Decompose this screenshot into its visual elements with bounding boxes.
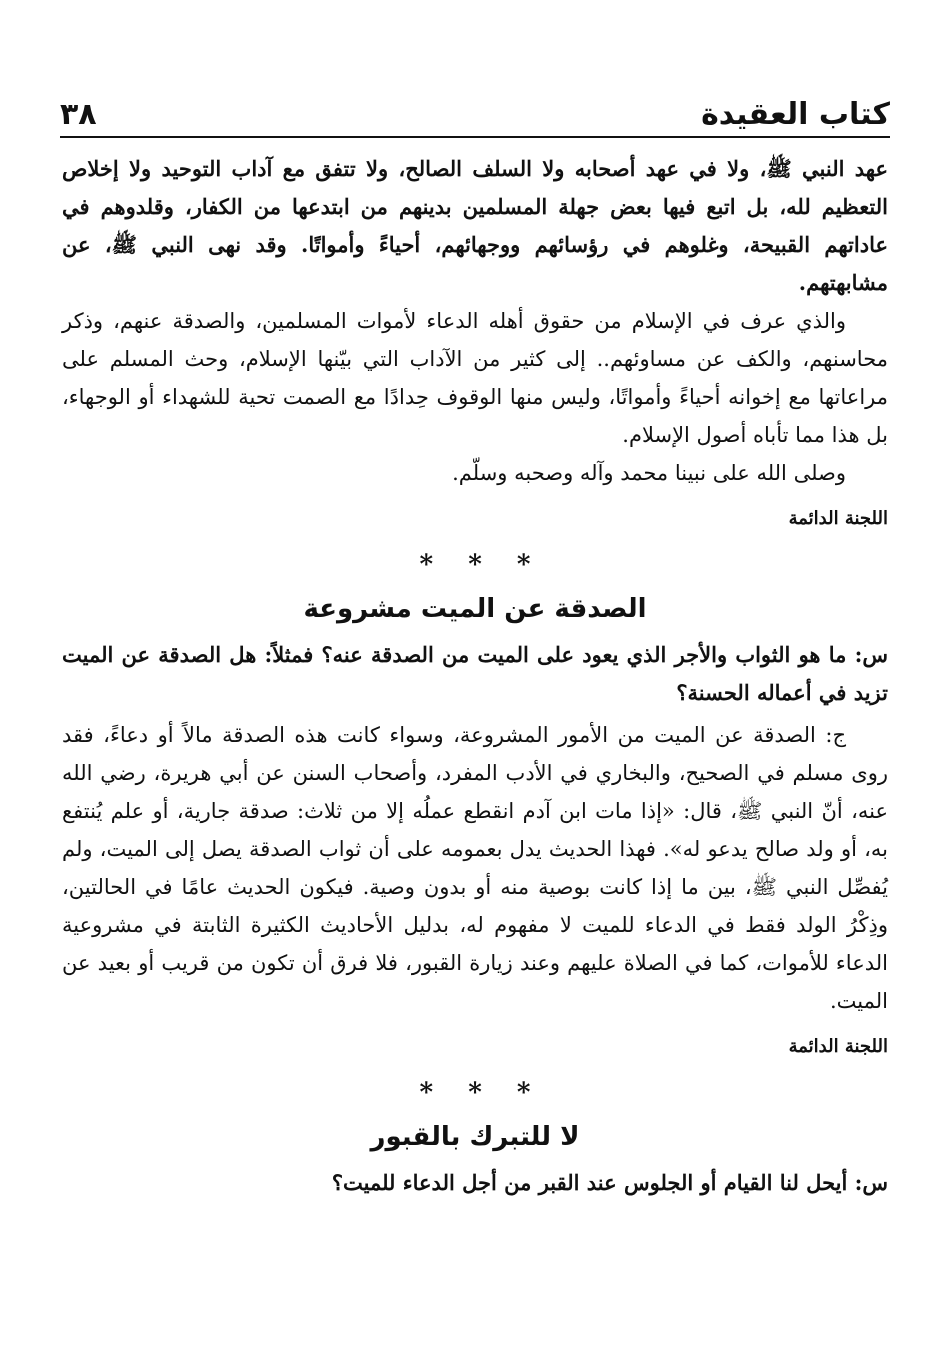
paragraph-continuation: عهد النبي ﷺ، ولا في عهد أصحابه ولا السلف الصالح، ولا تتفق مع آداب التوحيد ولا إخلاص التعظيم لله، بل اتبع فيها بعض جهلة المسلمين بدينهم من ابتدعها من الكفار، وقلدوهم في عاداتهم القبيحة، وغلوهم في رؤسائهم ووجهائهم، أحياءً وأمواتًا. وقد نهى النبي ﷺ، عن مشابهتهم.	[62, 156, 888, 295]
question-graves: س: أيحل لنا القيام أو الجلوس عند القبر من أجل الدعاء للميت؟	[331, 1170, 888, 1195]
page-number: ٣٨	[60, 97, 97, 132]
section-heading-graves: لا للتبرك بالقبور	[370, 1122, 580, 1152]
answer-charity: ج: الصدقة عن الميت من الأمور المشروعة، وسواء كانت هذه الصدقة مالاً أو دعاءً، فقد روى مسلم في الصحيح، والبخاري في الأدب المفرد، وأصحاب السنن عن أبي هريرة، رضي الله عنه، أنّ النبي ﷺ، قال: «إذا مات ابن آدم انقطع عملُه إلا من ثلاث: صدقة جارية، أو علم يُنتفع به، أو ولد صالح يدعو له». فهذا الحديث يدل بعمومه على أن ثواب الصدقة يصل إلى الميت، ولم يُفصِّل النبي ﷺ، بين ما إذا كانت بوصية منه أو بدون وصية. فيكون الحديث عامًا في الحالتين، وذِكْرُ الولد فقط في الدعاء للميت لا مفهوم له، بدليل الأحاديث الكثيرة الثابتة في مشروعية الدعاء للأموات، كما في الصلاة عليهم وعند زيارة القبور، فلا فرق أن تكون من قريب أو بعيد عن الميت.	[62, 723, 888, 1013]
signature-committee: اللجنة الدائمة	[788, 508, 888, 529]
question-charity: س: ما هو الثواب والأجر الذي يعود على الميت من الصدقة عنه؟ فمثلاً: هل الصدقة عن الميت تزيد في أعماله الحسنة؟	[62, 642, 888, 705]
page-header	[60, 82, 890, 138]
section-heading-charity: الصدقة عن الميت مشروعة	[303, 594, 647, 624]
section-separator-2: * * *	[419, 1078, 531, 1108]
book-title: كتاب العقيدة	[701, 97, 890, 132]
paragraph-salutation: وصلى الله على نبينا محمد وآله وصحبه وسلّم.	[452, 461, 846, 485]
section-separator: * * *	[419, 550, 531, 580]
page-body	[62, 150, 888, 1202]
paragraph-rights: والذي عرف في الإسلام من حقوق أهله الدعاء لأموات المسلمين، والصدقة عنهم، وذكر محاسنهم، والكف عن مساوئهم.. إلى كثير من الآداب التي بيّنها الإسلام، وحث المسلم على مراعاتها مع إخوانه أحياءً وأمواتًا، وليس منها الوقوف حِدادًا مع الصمت تحية للشهداء أو الوجهاء، بل هذا مما تأباه أصول الإسلام.	[62, 309, 888, 447]
signature-committee-2: اللجنة الدائمة	[788, 1036, 888, 1057]
